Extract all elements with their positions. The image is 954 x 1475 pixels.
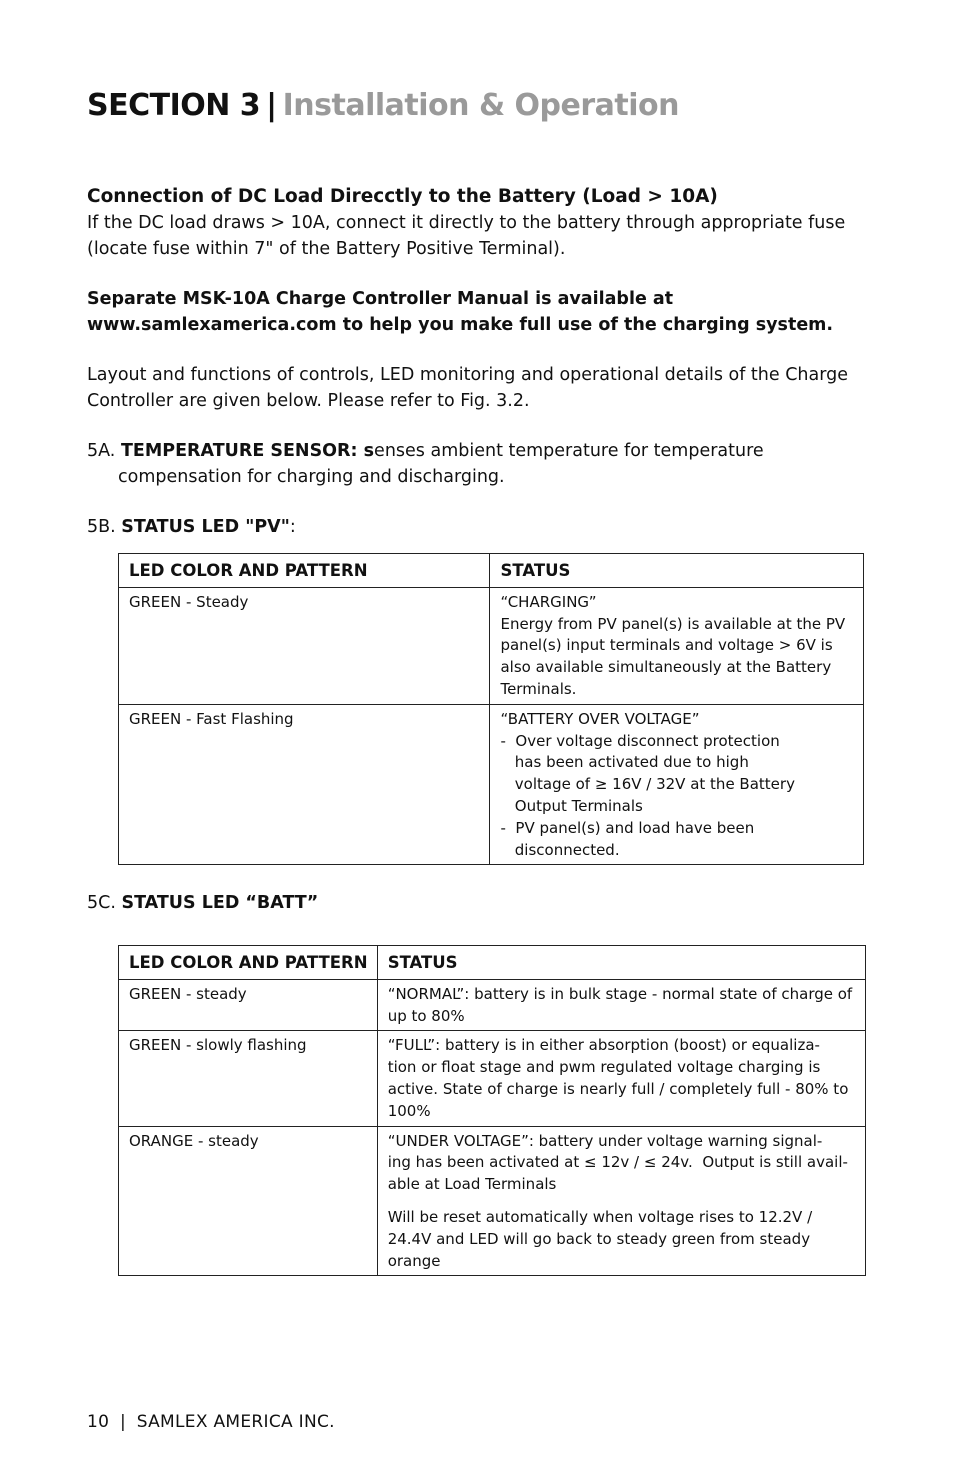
item-5a-title: TEMPERATURE SENSOR: s (120, 441, 375, 461)
item-5b-label: 5B. (87, 517, 116, 537)
manual-note: Separate MSK-10A Charge Controller Manual is available at www.samlexamerica.com to help you make full use of the charging system. (87, 289, 834, 335)
status-text: “UNDER VOLTAGE”: battery under voltage warning signal- ing has been activated at ≤ 12v / ≤ 24v. Output is still avail- able at Load Terminals (387, 1131, 848, 1194)
item-5c-label: 5C. (87, 893, 116, 913)
column-header: LED COLOR AND PATTERN (119, 554, 490, 588)
page-title (87, 88, 679, 123)
led-status-cell: “BATTERY OVER VOLTAGE” - Over voltage disconnect protection has been activated due to high voltage of ≥ 16V / 32V at the Battery Output Terminals - PV panel(s) and load have been disconnected. (490, 704, 864, 865)
layout-note: Layout and functions of controls, LED monitoring and operational details of the Charge Controller are given below. Please refer to Fig. 3.2. (87, 365, 849, 411)
column-header: LED COLOR AND PATTERN (119, 946, 378, 980)
load-body: If the DC load draws > 10A, connect it directly to the battery through appropriate fuse (locate fuse within 7" of the Battery Positive Terminal). (87, 213, 846, 259)
item-5c (87, 890, 867, 916)
table-header-row (119, 554, 864, 588)
page-footer (87, 1412, 335, 1432)
item-5b-title: STATUS LED "PV" (121, 517, 290, 537)
led-pattern-cell: ORANGE - steady (119, 1126, 378, 1276)
load-section (87, 184, 867, 262)
item-5b (87, 514, 867, 540)
led-pattern-cell: GREEN - Fast Flashing (119, 704, 490, 865)
item-5a-text: enses ambient temperature for temperature (374, 441, 764, 461)
item-5b-suffix: : (289, 517, 296, 537)
title-separator: | (266, 88, 277, 123)
status-reset-note: Will be reset automatically when voltage rises to 12.2V / 24.4V and LED will go back to steady green from steady orange (387, 1207, 813, 1270)
page-number: 10 (87, 1412, 110, 1432)
footer-separator: | (119, 1412, 126, 1432)
item-5a-text-continued: compensation for charging and discharging. (118, 467, 505, 487)
load-heading: Connection of DC Load Direcctly to the Battery (Load > 10A) (87, 186, 718, 207)
led-pattern-cell: GREEN - slowly flashing (119, 1031, 378, 1126)
batt-led-table (118, 945, 866, 1276)
item-5c-title: STATUS LED “BATT” (121, 893, 319, 913)
item-5a-label: 5A. (87, 441, 116, 461)
section-name: Installation & Operation (282, 88, 680, 123)
led-status-cell: “CHARGING” Energy from PV panel(s) is available at the PV panel(s) input terminals and voltage > 6V is also available simultaneously at the Battery Terminals. (490, 587, 864, 704)
section-number: SECTION 3 (87, 88, 261, 123)
led-pattern-cell: GREEN - steady (119, 979, 378, 1031)
item-5a (87, 438, 867, 490)
table-row (119, 1126, 866, 1276)
pv-led-table (118, 553, 864, 865)
table-row (119, 1031, 866, 1126)
table-row (119, 704, 864, 865)
table-row (119, 587, 864, 704)
table-row (119, 979, 866, 1031)
company-name: SAMLEX AMERICA INC. (136, 1412, 335, 1432)
led-status-cell: “NORMAL”: battery is in bulk stage - normal state of charge of up to 80% (377, 979, 865, 1031)
led-pattern-cell: GREEN - Steady (119, 587, 490, 704)
table-header-row (119, 946, 866, 980)
led-status-cell: “FULL”: battery is in either absorption (boost) or equaliza- tion or float stage and pwm regulated voltage charging is active. State of charge is nearly full / completely full - 80% to 100% (377, 1031, 865, 1126)
led-status-cell (377, 1126, 865, 1276)
column-header: STATUS (377, 946, 865, 980)
column-header: STATUS (490, 554, 864, 588)
